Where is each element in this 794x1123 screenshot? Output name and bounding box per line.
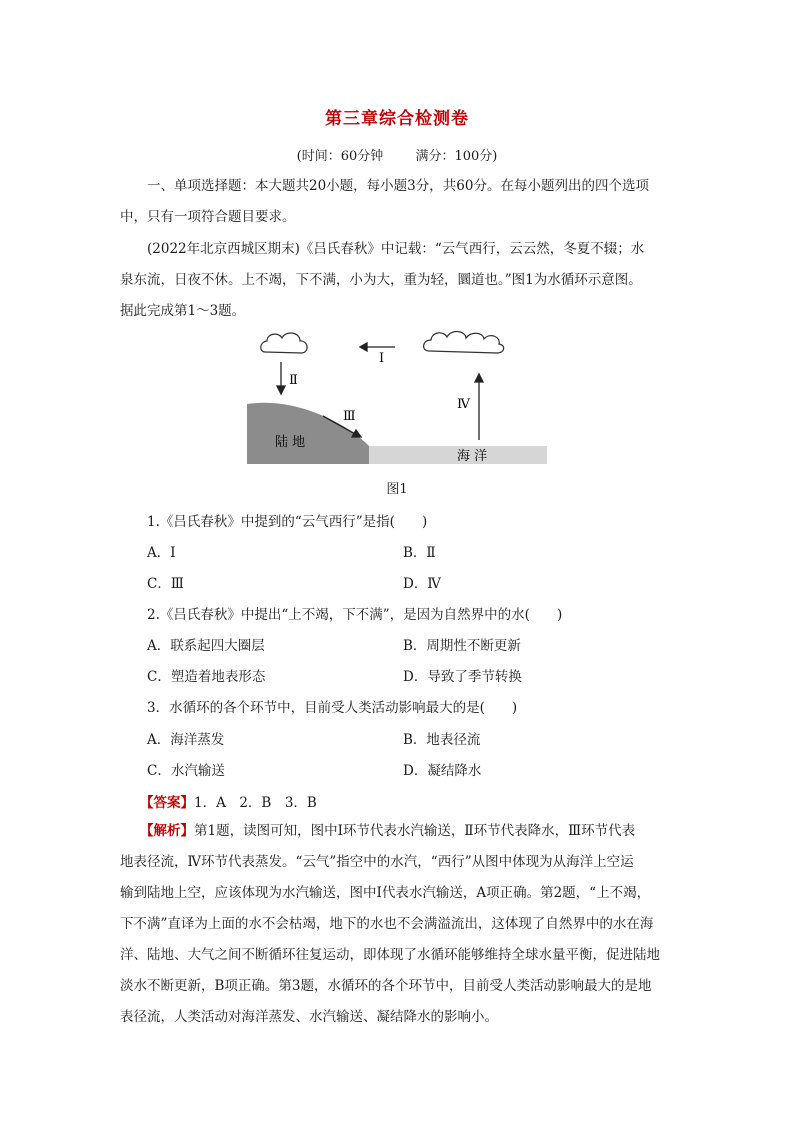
exam-score: 满分：100分) xyxy=(415,149,498,164)
analysis-line xyxy=(120,816,678,847)
analysis xyxy=(120,816,678,1033)
analysis-line: 表径流，人类活动对海洋蒸发、水汽输送、凝结降水的影响小。 xyxy=(120,1009,498,1025)
passage-line: 泉东流，日夜不休。上不竭，下不满，小为大，重为轻，圜道也。”图1为水循环示意图。 xyxy=(120,272,642,288)
passage xyxy=(120,234,678,327)
question-option: D．导致了季节转换 xyxy=(403,669,522,685)
right-cloud-icon xyxy=(424,331,504,353)
question-option: C．水汽输送 xyxy=(147,763,225,779)
passage-line: 据此完成第1～3题。 xyxy=(120,303,246,319)
exam-meta xyxy=(0,145,794,164)
answer-tag: 【答案】 xyxy=(140,795,194,811)
analysis-line: 洋、陆地、大气之间不断循环往复运动，即体现了水循环能够维持全球水量平衡，促进陆地 xyxy=(120,947,660,963)
question-option: A．Ⅰ xyxy=(147,545,176,561)
analysis-text: 第1题，读图可知，图中Ⅰ环节代表水汽输送，Ⅱ环节代表降水，Ⅲ环节代表 xyxy=(194,823,636,839)
answer-line xyxy=(140,791,317,811)
question-option: B．周期性不断更新 xyxy=(403,638,521,654)
left-cloud-icon xyxy=(261,333,307,353)
answer-text: 1．A 2．B 3．B xyxy=(194,795,317,811)
label-iii: Ⅲ xyxy=(343,409,356,424)
analysis-line: 下不满”直译为上面的水不会枯竭，地下的水也不会满溢流出，这体现了自然界中的水在海 xyxy=(120,916,654,932)
question-option: D．Ⅳ xyxy=(403,576,441,592)
question-option: B．Ⅱ xyxy=(403,545,436,561)
label-iv: Ⅳ xyxy=(457,397,470,412)
arrow-ii-icon xyxy=(277,362,285,394)
analysis-line: 淡水不断更新，B项正确。第3题，水循环的各个环节中，目前受人类活动影响最大的是地 xyxy=(120,978,652,994)
question-option: A．海洋蒸发 xyxy=(147,732,225,748)
question-option: C．塑造着地表形态 xyxy=(147,669,266,685)
figure-caption: 图1 xyxy=(386,482,408,497)
arrow-iv-icon xyxy=(475,374,483,440)
analysis-line: 地表径流，Ⅳ环节代表蒸发。“云气”指空中的水汽，“西行”从图中体现为从海洋上空运 xyxy=(120,854,634,870)
question-stem: 2.《吕氏春秋》中提出“上不竭，下不满”，是因为自然界中的水( ) xyxy=(147,607,563,623)
ocean-label: 海 洋 xyxy=(457,449,488,464)
question-option: B．地表径流 xyxy=(403,732,481,748)
analysis-line: 输到陆地上空，应该体现为水汽输送，图中Ⅰ代表水汽输送，A项正确。第2题，“上不竭， xyxy=(120,885,651,901)
land-label: 陆 地 xyxy=(275,435,306,450)
question-stem: 3．水循环的各个环节中，目前受人类活动影响最大的是( ) xyxy=(147,700,518,716)
arrow-i-icon xyxy=(360,343,395,351)
exam-time: (时间：60分钟 xyxy=(296,149,384,164)
section-intro-line: 中，只有一项符合题目要求。 xyxy=(120,209,296,225)
question-stem: 1.《吕氏春秋》中提到的“云气西行”是指( ) xyxy=(147,514,428,530)
label-ii: Ⅱ xyxy=(289,373,298,388)
section-intro-line: 一、单项选择题：本大题共20小题，每小题3分，共60分。在每小题列出的四个选项 xyxy=(147,178,649,194)
label-i: Ⅰ xyxy=(379,351,385,366)
page-title: 第三章综合检测卷 xyxy=(325,109,469,129)
question-option: A．联系起四大圈层 xyxy=(147,638,265,654)
analysis-tag: 【解析】 xyxy=(140,823,194,839)
question-option: C．Ⅲ xyxy=(147,576,184,592)
question-option: D．凝结降水 xyxy=(403,763,482,779)
water-cycle-figure xyxy=(245,322,550,467)
passage-line: (2022年北京西城区期末)《吕氏春秋》中记载：“云气西行，云云然，冬夏不辍；水 xyxy=(147,241,645,257)
section-intro xyxy=(120,171,678,233)
